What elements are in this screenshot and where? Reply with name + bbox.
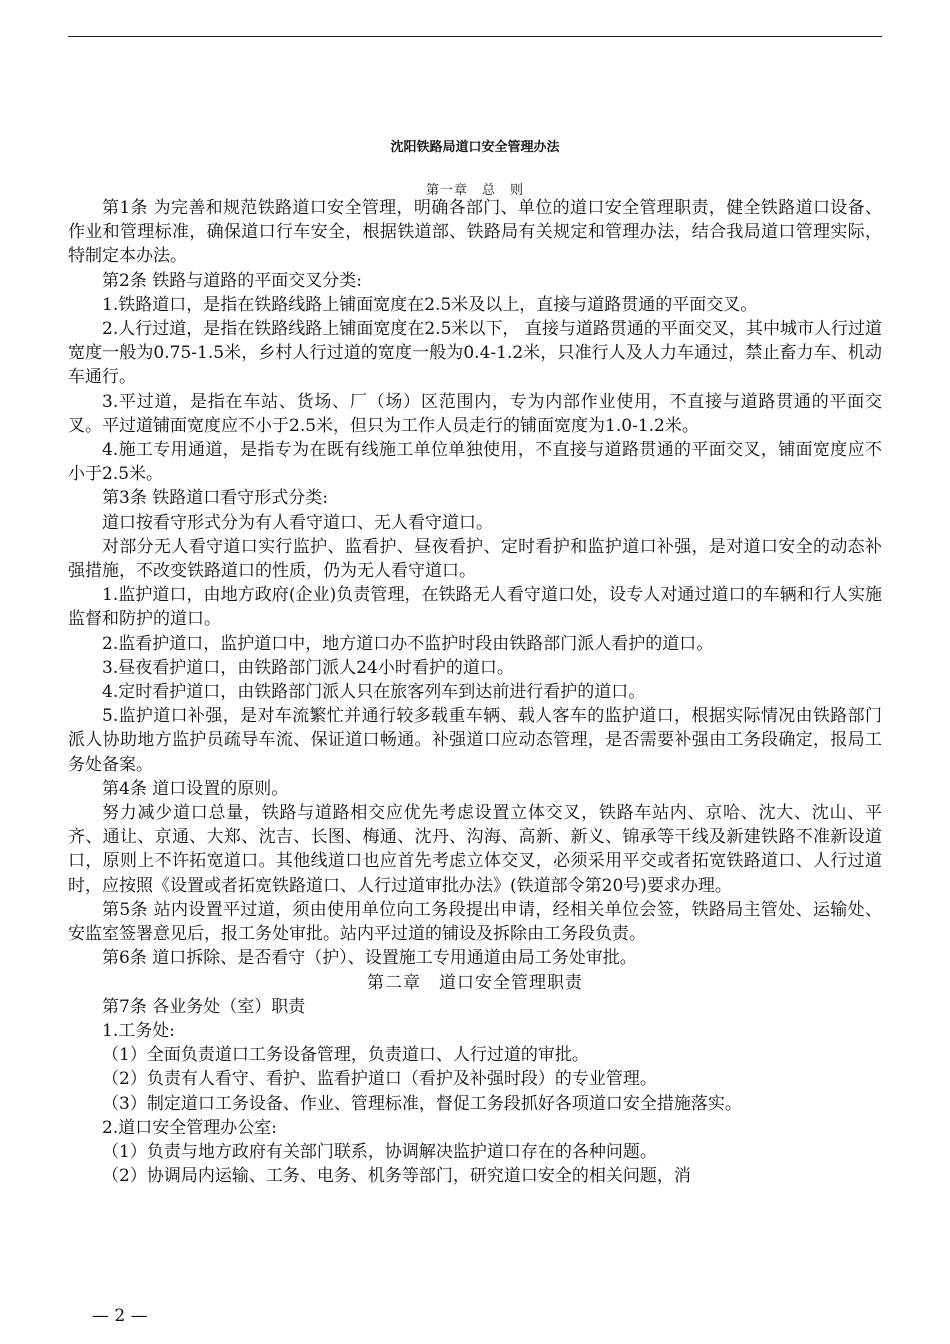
chapter-1-heading: 第一章 总 则 (425, 183, 524, 198)
article-4-para-1: 努力减少道口总量，铁路与道路相交应优先考虑设置立体交叉，铁路车站内、京哈、沈大、沈山、平齐、通让、京通、大郑、沈吉、长图、梅通、沈丹、沟海、高新、新义、锦承等干线及新建铁路不准新设道口，原则上不许拓宽道口。其他线道口也应首先考虑立体交叉，必须采用平交或者拓宽铁路道口、人行过道时，应按照《设置或者拓宽铁路道口、人行过道审批办法》(铁道部令第20号)要求办理。 (68, 803, 882, 896)
article-7-item-2-1: （1）负责与地方政府有关部门联系，协调解决监护道口存在的各种问题。 (102, 1141, 657, 1162)
article-2-item-2: 2.人行过道，是指在铁路线路上铺面宽度在2.5米以下， 直接与道路贯通的平面交叉，其中城市人行过道宽度一般为0.75-1.5米，乡村人行过道的宽度一般为0.4-1.2米，只准行人及人力车通过，禁止畜力车、机动车通行。 (68, 319, 882, 388)
article-2-item-1: 1.铁路道口，是指在铁路线路上铺面宽度在2.5米及以上，直接与道路贯通的平面交叉。 (102, 294, 758, 315)
header-rule (68, 36, 882, 37)
document-title: 沈阳铁路局道口安全管理办法 (390, 140, 560, 155)
article-3-item-1: 1.监护道口，由地方政府(企业)负责管理，在铁路无人看守道口处，设专人对通过道口的车辆和行人实施监督和防护的道口。 (68, 585, 882, 630)
article-1: 第1条 为完善和规范铁路道口安全管理，明确各部门、单位的道口安全管理职责，健全铁路道口设备、作业和管理标准，确保道口行车安全，根据铁道部、铁路局有关规定和管理办法，结合我局道口管理实际，特制定本办法。 (68, 198, 882, 267)
article-7-item-1: 1.工务处: (102, 1020, 175, 1041)
article-4: 第4条 道口设置的原则。 (102, 778, 289, 799)
article-6: 第6条 道口拆除、是否看守（护）、设置施工专用通道由局工务处审批。 (102, 948, 637, 969)
article-3-item-2: 2.监看护道口，监护道口中，地方道口办不监护时段由铁路部门派人看护的道口。 (102, 633, 714, 654)
article-7-item-2: 2.道口安全管理办公室: (102, 1117, 277, 1138)
page-number: — 2 — (92, 1306, 148, 1326)
article-3: 第3条 铁路道口看守形式分类: (102, 488, 328, 509)
article-7-item-1-3: （3）制定道口工务设备、作业、管理标准，督促工务段抓好各项道口安全措施落实。 (102, 1093, 742, 1114)
document-body (68, 196, 882, 1188)
article-2-item-3: 3.平过道，是指在车站、货场、厂（场）区范围内，专为内部作业使用，不直接与道路贯通的平面交叉。平过道铺面宽度应不小于2.5米，但只为工作人员走行的铺面宽度为1.0-1.2米。 (68, 391, 882, 436)
article-5: 第5条 站内设置平过道，须由使用单位向工务段提出申请，经相关单位会签，铁路局主管处、运输处、安监室签署意见后，报工务处审批。站内平过道的铺设及拆除由工务段负责。 (68, 899, 882, 945)
article-7-item-1-1: （1）全面负责道口工务设备管理，负责道口、人行过道的审批。 (102, 1045, 589, 1066)
article-7: 第7条 各业务处（室）职责 (102, 996, 306, 1017)
article-7-item-1-2: （2）负责有人看守、看护、监看护道口（看护及补强时段）的专业管理。 (102, 1069, 657, 1090)
article-3-item-5: 5.监护道口补强，是对车流繁忙并通行较多载重车辆、载人客车的监护道口，根据实际情况由铁路部门派人协助地方监护员疏导车流、保证道口畅通。补强道口应动态管理，是否需要补强由工务段确定，报局工务处备案。 (68, 706, 882, 775)
article-2-item-4: 4.施工专用通道，是指专为在既有线施工单位单独使用，不直接与道路贯通的平面交叉，铺面宽度应不小于2.5米。 (68, 440, 882, 485)
article-3-para-2: 对部分无人看守道口实行监护、监看护、昼夜看护、定时看护和监护道口补强，是对道口安全的动态补强措施，不改变铁路道口的性质，仍为无人看守道口。 (68, 536, 882, 582)
article-3-item-4: 4.定时看护道口，由铁路部门派人只在旅客列车到达前进行看护的道口。 (102, 682, 646, 703)
article-2: 第2条 铁路与道路的平面交叉分类: (102, 270, 362, 291)
article-7-item-2-2: （2）协调局内运输、工务、电务、机务等部门，研究道口安全的相关问题，消 (102, 1166, 691, 1187)
article-3-item-3: 3.昼夜看护道口，由铁路部门派人24小时看护的道口。 (102, 657, 514, 678)
article-3-para-1: 道口按看守形式分为有人看守道口、无人看守道口。 (102, 512, 493, 533)
chapter-2-heading: 第二章 道口安全管理职责 (367, 972, 583, 993)
